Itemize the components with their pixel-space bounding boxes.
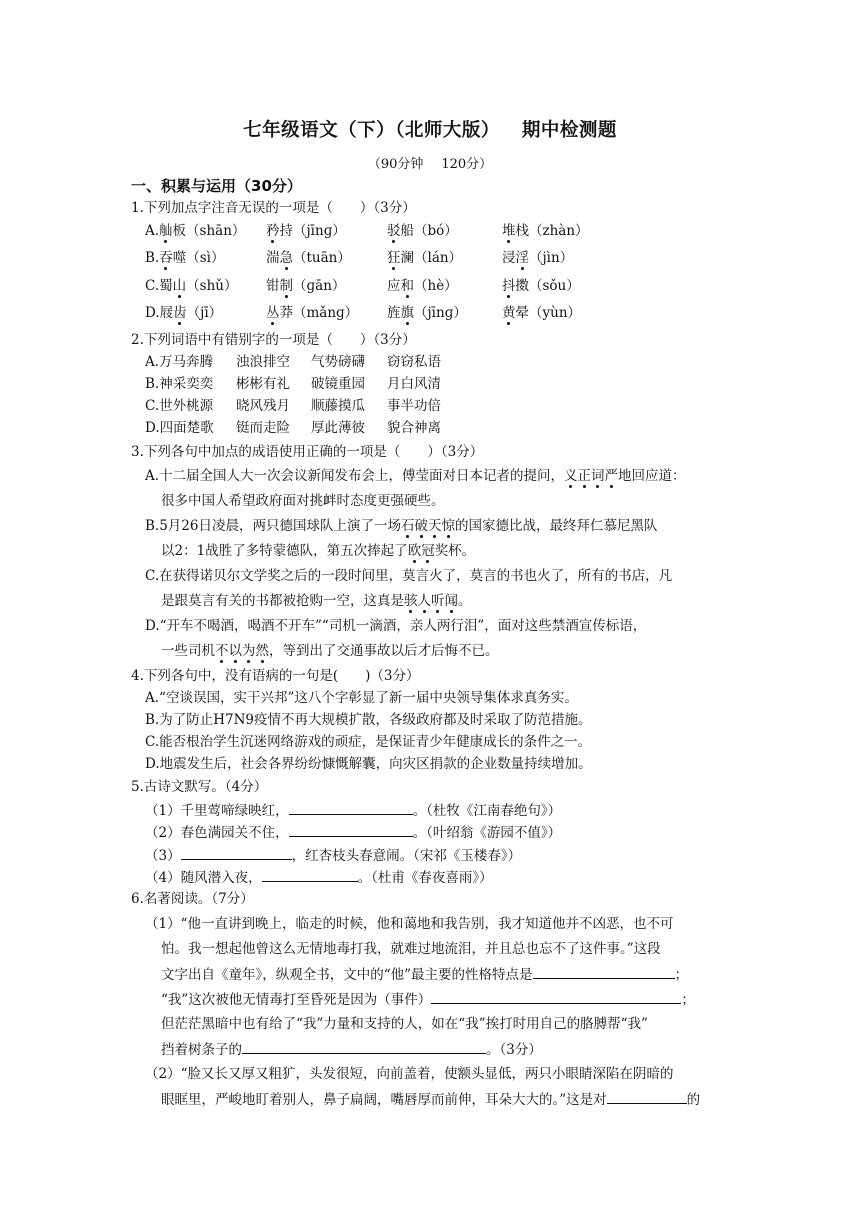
- answer-blank[interactable]: [242, 1039, 486, 1054]
- word-option: B.神采奕奕: [145, 376, 214, 392]
- option-letter: A.: [145, 223, 160, 239]
- option-char: 矜: [266, 223, 280, 239]
- dotted-word: [408, 543, 435, 559]
- question-3-option-d-cont: [161, 641, 499, 661]
- option-letter: B.: [145, 250, 160, 266]
- option-char: 抖: [502, 278, 516, 294]
- pinyin-option: [387, 221, 458, 241]
- word-option: 顺藤摸瓜: [311, 398, 365, 414]
- text: “我”这次被他无情毒打至昏死是因为（事件）: [161, 992, 432, 1008]
- dotted-char: 听: [431, 593, 445, 609]
- option-char: 堆: [502, 223, 516, 239]
- pinyin-option: [387, 303, 467, 323]
- reading-1-line-4: [161, 989, 695, 1010]
- text: （2）春色满园关不住，: [145, 825, 289, 841]
- text: （1）千里莺啼绿映红，: [145, 803, 289, 819]
- word-option: D.四面楚歌: [145, 420, 214, 436]
- answer-blank[interactable]: [289, 822, 413, 837]
- dotted-char: 天: [427, 518, 442, 534]
- option-char: 应: [387, 278, 401, 294]
- text: 眼眶里，严峻地盯着别人，鼻子扁阔，嘴唇厚而前伸，耳朵大大的。”这是对: [161, 1092, 607, 1108]
- answer-blank[interactable]: [533, 964, 675, 979]
- dotted-char: 词: [591, 468, 605, 484]
- dotted-char: 欧: [407, 543, 422, 559]
- text: 。（叶绍翁《游园不值》）: [412, 825, 562, 841]
- option-rest: （ɡān）: [293, 278, 346, 294]
- question-4-option-a: A.“空谈误国，实干兴邦”这八个字彰显了新一届中央领导集体求真务实。: [145, 690, 578, 706]
- text: 。（杜甫《春夜喜雨》）: [357, 870, 493, 886]
- text: （3）: [145, 848, 181, 864]
- text: ，等到出了交通事故以后才后悔不已。: [269, 643, 499, 659]
- dotted-idiom: [215, 643, 269, 659]
- answer-blank[interactable]: [431, 989, 681, 1004]
- option-rest: 晕（yùn）: [515, 305, 582, 321]
- question-2-stem: 2.下列词语中有错别字的一项是（ ）（3分）: [131, 332, 416, 348]
- option-rest: 船（bó）: [400, 223, 458, 239]
- word-option: 彬彬有礼: [236, 376, 290, 392]
- dotted-char: 以: [228, 643, 242, 659]
- dotted-char: 不: [215, 643, 229, 659]
- pinyin-option: [145, 221, 245, 241]
- question-3-option-c: C.在获得诺贝尔文学奖之后的一段时间里，莫言火了，莫言的书也火了，所有的书店，凡: [145, 568, 673, 584]
- answer-blank[interactable]: [262, 867, 358, 882]
- word-option: 貌合神离: [387, 420, 441, 436]
- option-rest: （tuān）: [293, 250, 351, 266]
- reading-1-line-6: [161, 1039, 542, 1060]
- question-3-option-a-cont: 很多中国人希望政府面对挑衅时态度更强硬些。: [161, 493, 445, 509]
- answer-blank[interactable]: [289, 800, 413, 815]
- word-option: 铤而走险: [236, 420, 290, 436]
- poem-line-2: [145, 822, 561, 843]
- option-char: 黄: [502, 305, 516, 321]
- text: 奖杯。: [434, 543, 476, 559]
- dotted-char: 义: [564, 468, 578, 484]
- word-option: 晓风残月: [236, 398, 290, 414]
- exam-score: 120分）: [441, 157, 493, 172]
- word-option: 事半功倍: [387, 398, 441, 414]
- answer-blank[interactable]: [181, 845, 292, 860]
- dotted-char: 急: [279, 250, 293, 266]
- option-rest: 擞（sǒu）: [515, 278, 580, 294]
- option-rest: 噬（sì）: [172, 250, 225, 266]
- dotted-idiom: [564, 468, 618, 484]
- reading-2-line-1: （2）“脸又长又厚又粗犷，头发很短，向前盖着，使额头显低，两只小眼睛深陷在阴暗的: [145, 1066, 674, 1082]
- option-char: 蜀: [159, 278, 173, 294]
- pinyin-option: [266, 303, 358, 323]
- reading-1-line-3: [161, 964, 688, 985]
- option-char: 屐: [159, 305, 174, 321]
- question-4-option-c: C.能否根治学生沉迷网络游戏的顽症，是保证青少年健康成长的条件之一。: [145, 734, 592, 750]
- option-rest: 澜（lán）: [400, 250, 463, 266]
- option-letter: D.: [145, 305, 160, 321]
- text: 的国家德比战，最终拜仁慕尼黑队: [454, 518, 658, 534]
- word-option: 窃窃私语: [387, 354, 441, 370]
- dotted-char: 石: [400, 518, 415, 534]
- poem-line-4: [145, 867, 493, 888]
- dotted-char: 冠: [421, 543, 435, 559]
- dotted-char: 然: [255, 643, 269, 659]
- text: 以2：1战胜了多特蒙德队，第五次捧起了: [161, 543, 408, 559]
- answer-blank[interactable]: [607, 1089, 687, 1104]
- text: 。: [458, 593, 472, 609]
- dotted-char: 齿: [173, 305, 187, 321]
- pinyin-option: [502, 221, 589, 241]
- text: A.十二届全国人大一次会议新闻发布会上，傅莹面对日本记者的提问，: [145, 468, 565, 484]
- section-heading: 一、积累与运用（30分）: [131, 177, 302, 195]
- option-char: 浸: [502, 250, 516, 266]
- text: 是跟莫言有关的书都被抢购一空，这真是: [161, 593, 404, 609]
- question-4-option-b: B.为了防止H7N9疫情不再大规模扩散，各级政府都及时采取了防范措施。: [145, 712, 592, 728]
- pinyin-option: [266, 248, 351, 268]
- text: 。（3分）: [486, 1042, 542, 1058]
- question-6-stem: 6.名著阅读。（7分）: [131, 891, 254, 907]
- dotted-char: 淫: [515, 250, 529, 266]
- pinyin-option: [145, 303, 222, 323]
- text: （4）随风潜入夜，: [145, 870, 262, 886]
- question-3-option-b: [145, 516, 657, 536]
- option-rest: （jìn）: [529, 250, 574, 266]
- text: 地回应道：: [618, 468, 686, 484]
- option-rest: 莽（mǎnɡ）: [279, 305, 359, 321]
- dotted-char: 为: [242, 643, 256, 659]
- page-title: [0, 116, 860, 142]
- dotted-char: 和: [400, 278, 414, 294]
- option-rest: （hè）: [414, 278, 458, 294]
- text: 的: [686, 1092, 701, 1108]
- dotted-char: 骇: [404, 593, 418, 609]
- option-char: 驳: [387, 223, 401, 239]
- option-rest: 持（jīnɡ）: [279, 223, 346, 239]
- reading-2-line-2: [161, 1089, 700, 1110]
- text: ；: [681, 992, 695, 1008]
- option-char: 湍: [266, 250, 280, 266]
- dotted-char: 严: [604, 468, 619, 484]
- pinyin-option: [502, 276, 580, 296]
- dotted-idiom: [404, 593, 458, 609]
- word-option: 厚此薄彼: [311, 420, 365, 436]
- text: 文字出自《童年》，纵观全书，文中的“他”最主要的性格特点是: [161, 967, 533, 983]
- exam-time: （90分钟: [367, 157, 424, 172]
- question-3-option-d: D.“开车不喝酒，喝酒不开车”“司机一滴酒，亲人两行泪”，面对这些禁酒宣传标语，: [145, 618, 647, 634]
- title-main: 七年级语文（下）（北师大版）: [243, 120, 500, 141]
- option-rest: 板（shān）: [172, 223, 246, 239]
- question-3-option-c-cont: [161, 591, 472, 611]
- word-option: 浊浪排空: [236, 354, 290, 370]
- word-option: C.世外桃源: [145, 398, 214, 414]
- question-3-option-a: [145, 466, 730, 486]
- text: 一些司机: [161, 643, 215, 659]
- exam-info: [0, 153, 860, 172]
- dotted-idiom: [401, 518, 455, 534]
- pinyin-option: [145, 248, 224, 268]
- question-4-option-d: D.地震发生后，社会各界纷纷慷慨解囊，向灾区捐款的企业数量持续增加。: [145, 756, 592, 772]
- poem-line-3: [145, 845, 521, 866]
- word-option: A.万马奔腾: [145, 354, 214, 370]
- text: B.5月26日凌晨，两只德国球队上演了一场: [145, 518, 401, 534]
- text: ，红杏枝头春意闹。（宋祁《玉楼春》）: [291, 848, 522, 864]
- pinyin-option: [266, 276, 345, 296]
- option-char: 狂: [387, 250, 401, 266]
- reading-1-line-5: 但茫茫黑暗中也有给了“我”力量和支持的人，如在“我”挨打时用自己的胳膊帮“我”: [161, 1016, 648, 1032]
- dotted-char: 闻: [444, 593, 458, 609]
- pinyin-option: [387, 248, 462, 268]
- word-option: 气势磅礴: [311, 354, 365, 370]
- option-letter: C.: [145, 278, 160, 294]
- option-char: 丛: [266, 305, 280, 321]
- pinyin-option: [145, 276, 237, 296]
- title-tail: 期中检测题: [521, 120, 617, 141]
- question-5-stem: 5.古诗文默写。（4分）: [131, 779, 268, 795]
- question-4-stem: 4.下列各句中，没有语病的一句是( )（3分）: [131, 668, 420, 684]
- word-option: 破镜重园: [311, 376, 365, 392]
- dotted-char: 正: [577, 468, 592, 484]
- dotted-char: 惊: [441, 518, 455, 534]
- dotted-char: 制: [279, 278, 293, 294]
- question-3-option-b-cont: [161, 541, 475, 561]
- option-char: 旌: [387, 305, 401, 321]
- reading-1-line-2: 怕。我一想起他曾这么无情地毒打我，就难过地流泪，并且总也忘不了这件事。”这段: [161, 941, 661, 957]
- pinyin-option: [266, 221, 346, 241]
- pinyin-option: [502, 303, 581, 323]
- poem-line-1: [145, 800, 561, 821]
- word-option: 月白风清: [387, 376, 441, 392]
- option-rest: （jīnɡ）: [414, 305, 467, 321]
- pinyin-option: [502, 248, 573, 268]
- option-rest: （shǔ）: [186, 278, 238, 294]
- dotted-char: 山: [172, 278, 187, 294]
- dotted-char: 破: [414, 518, 428, 534]
- option-char: 钳: [266, 278, 280, 294]
- reading-1-line-1: （1）“他一直讲到晚上，临走的时候，他和蔼地和我告别，我才知道他并不凶恶，也不可: [145, 916, 674, 932]
- option-char: 吞: [159, 250, 173, 266]
- dotted-char: 旗: [400, 305, 414, 321]
- question-3-stem: 3.下列各句中加点的成语使用正确的一项是（ ）（3分）: [131, 444, 484, 460]
- text: 。（杜牧《江南春绝句》）: [412, 803, 562, 819]
- text: ；: [674, 967, 689, 983]
- text: 挡着树条子的: [161, 1042, 242, 1058]
- pinyin-option: [387, 276, 458, 296]
- option-char: 舢: [159, 223, 173, 239]
- option-rest: 栈（zhàn）: [515, 223, 589, 239]
- question-1-stem: 1.下列加点字注音无误的一项是（ ）（3分）: [131, 200, 416, 216]
- option-rest: （jī）: [186, 305, 223, 321]
- dotted-char: 人: [417, 593, 431, 609]
